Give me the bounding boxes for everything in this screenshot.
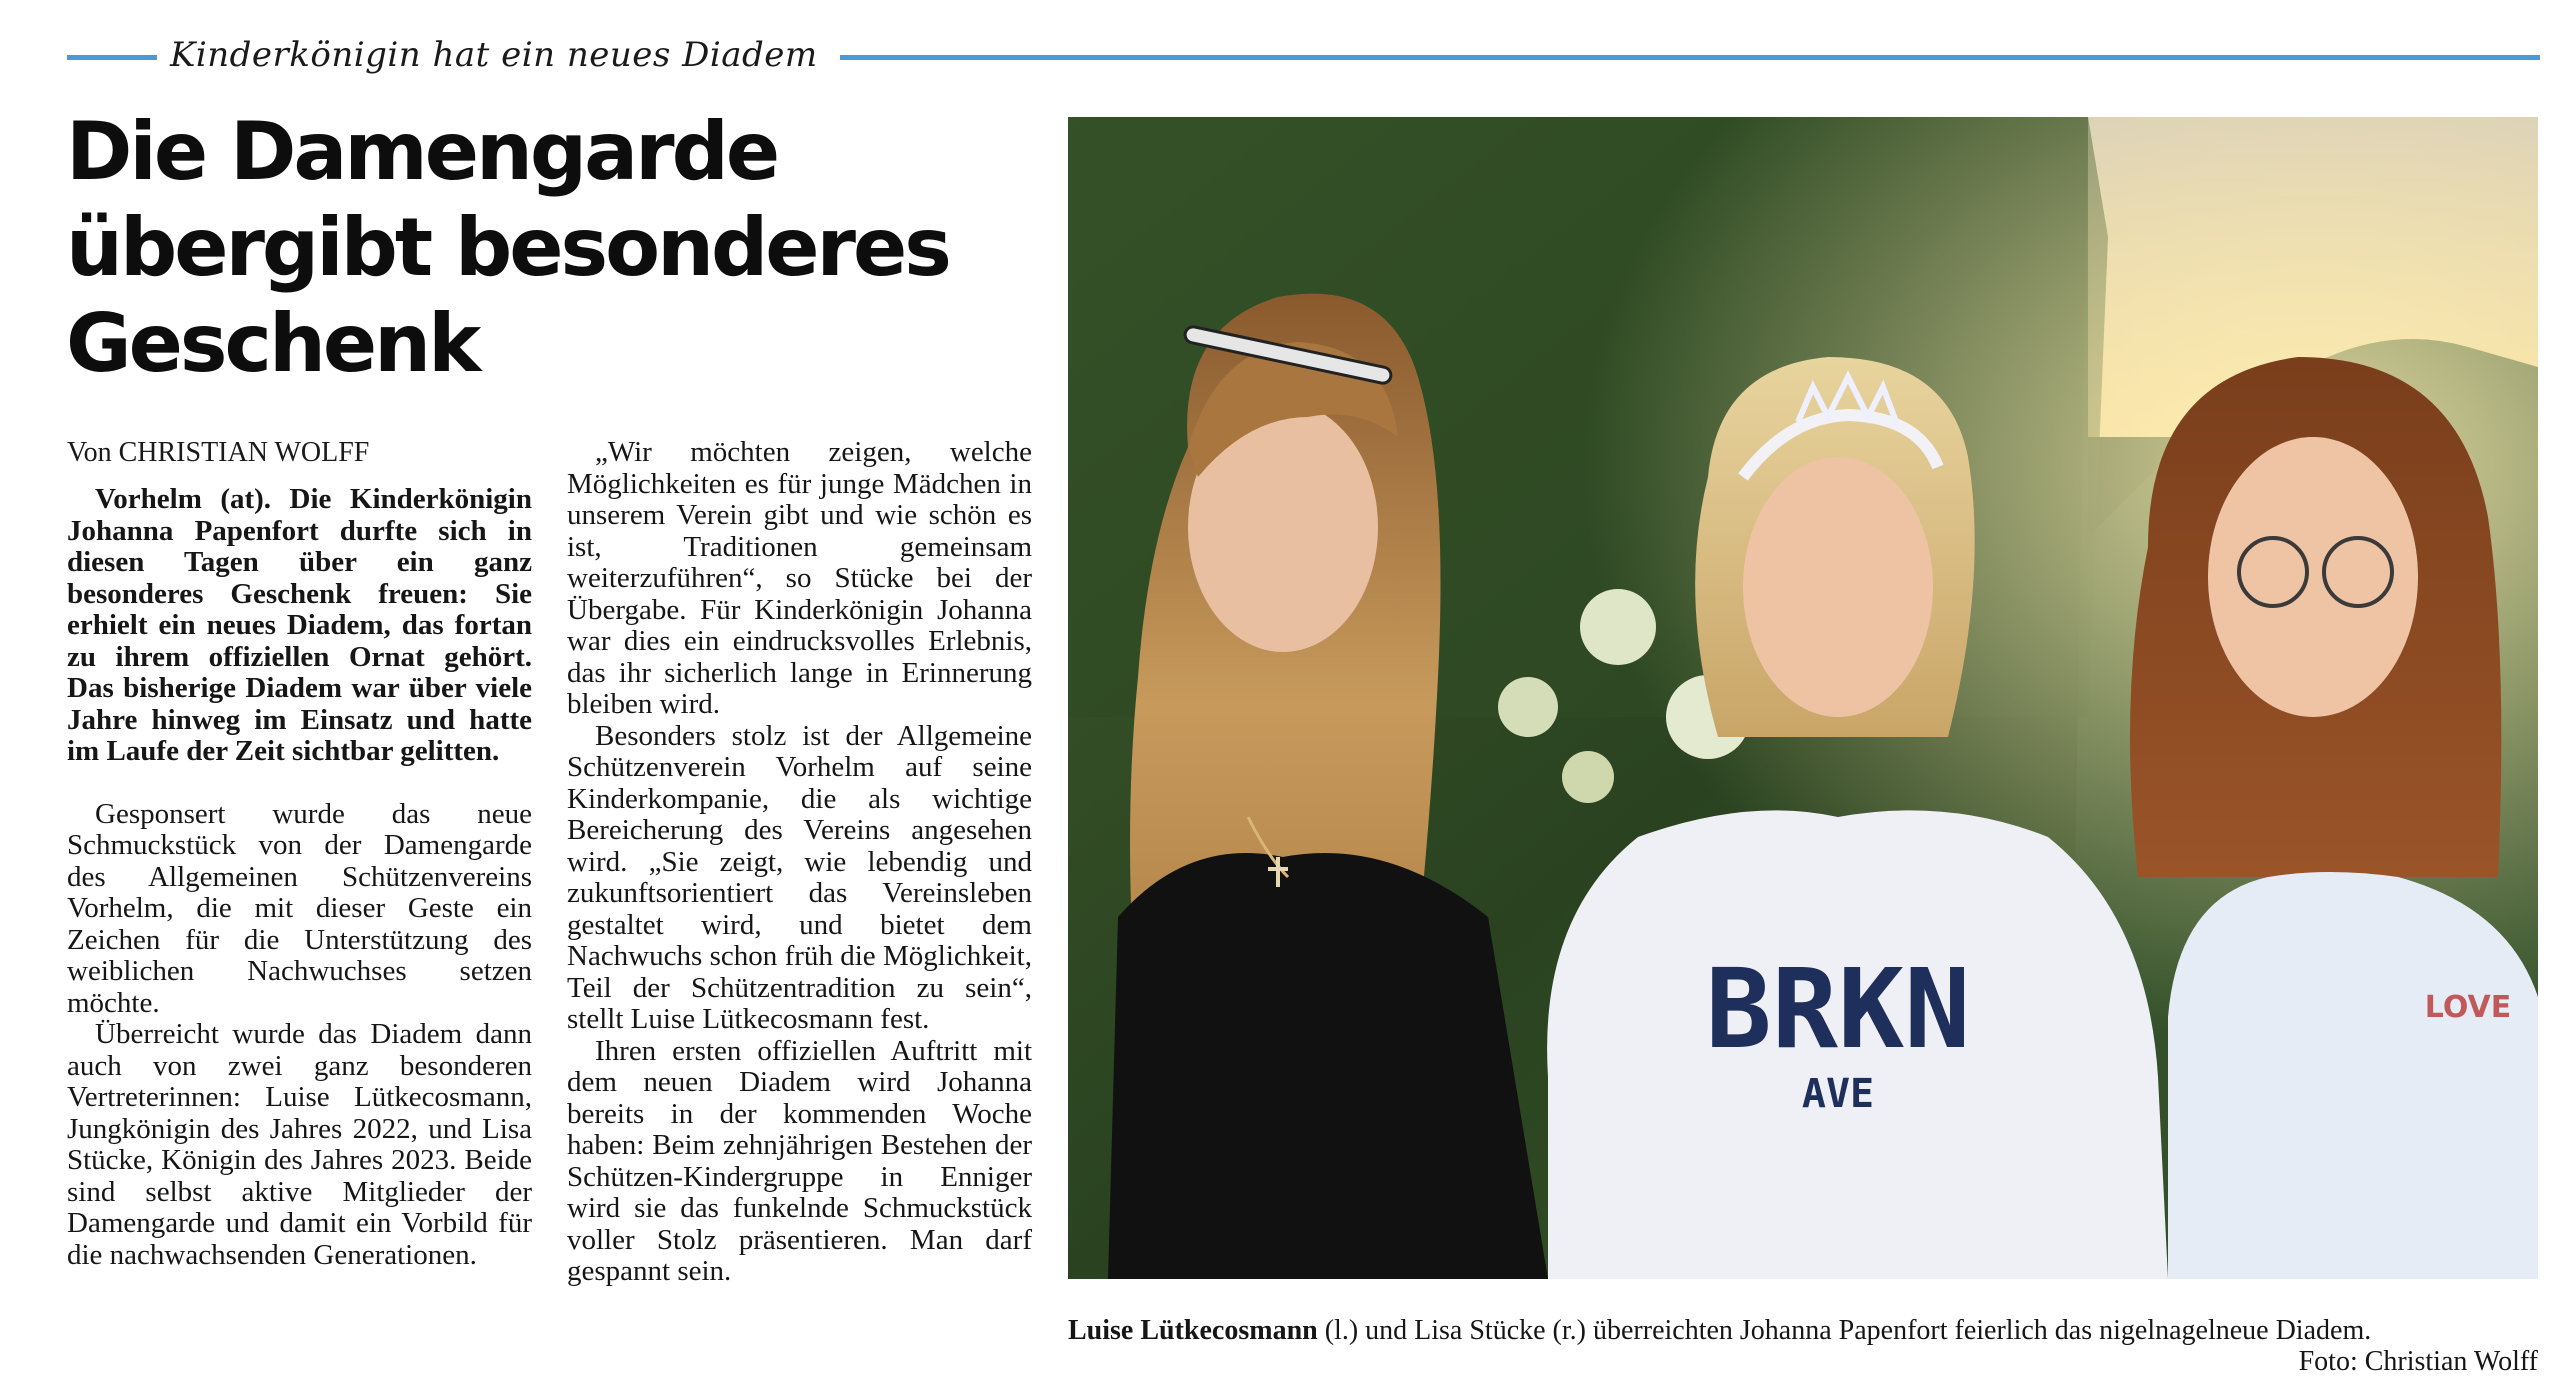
body-paragraph: Gesponsert wurde das neue Schmuckstück von der Damengarde des Allgemeinen Schützenvereins Vorhelm, die mit dieser Geste ein Zeichen für die Unterstützung des weiblichen Nachwuchses setzen möchte. xyxy=(67,797,532,1019)
body-paragraph: Ihren ersten offiziellen Auftritt mit dem neuen Diadem wird Johanna bereits in der kommenden Woche haben: Beim zehnjährigen Bestehen der Schützen-Kindergruppe in Enniger wird sie das funkelnde Schmuckstück voller Stolz präsentieren. Man darf gespannt sein. xyxy=(567,1034,1032,1287)
lead-paragraph: Vorhelm (at). Die Kinderkönigin Johanna Papenfort durfte sich in diesen Tagen über ein ganz besonderes Geschenk freuen: Sie erhielt ein neues Diadem, das fortan zu ihrem offiziellen Ornat gehört. Das bisherige Diadem war über viele Jahre hinweg im Einsatz und hatte im Laufe der Zeit sichtbar gelitten. xyxy=(67,483,532,767)
body-paragraph: Besonders stolz ist der Allgemeine Schützenverein Vorhelm auf seine Kinderkompanie, die als wichtige Bereicherung des Vereins angesehen wird. „Sie zeigt, wie lebendig und zukunftsorientiert das Vereinsleben gestaltet wird, und bietet dem Nachwuchs schon früh die Möglichkeit, Teil der Schützentradition zu sein“, stellt Luise Lütkecosmann fest. xyxy=(567,719,1032,1035)
headline-line-3: Geschenk xyxy=(66,297,479,390)
kicker: Kinderkönigin hat ein neues Diadem xyxy=(170,35,818,75)
kicker-rule-left xyxy=(67,55,157,60)
shirt-print-sub: AVE xyxy=(1801,1071,1875,1117)
article-column-1 xyxy=(67,484,532,1271)
person-right xyxy=(2130,357,2538,1279)
photo-caption xyxy=(1068,1315,2538,1346)
article-photo xyxy=(1068,117,2538,1279)
body-paragraph: Überreicht wurde das Diadem dann auch von zwei ganz besonderen Vertreterinnen: Luise Lütkecosmann, Jungkönigin des Jahres 2022, und Lisa Stücke, Königin des Jahres 2023. Beide sind selbst aktive Mitglieder der Damengarde und damit ein Vorbild für die nachwachsenden Generationen. xyxy=(67,1018,532,1271)
hydrangea-flower xyxy=(1498,677,1558,737)
kicker-rule-right xyxy=(840,55,2540,60)
caption-names: Luise Lütkecosmann xyxy=(1068,1315,1318,1346)
photo-illustration xyxy=(1068,117,2538,1279)
headline-line-1: Die Damengarde xyxy=(66,105,778,198)
headline-line-2: übergibt besonderes xyxy=(66,201,949,294)
headline xyxy=(66,104,1026,392)
body-paragraph: „Wir möchten zeigen, welche Möglichkeiten es für junge Mädchen in unserem Verein gibt und wie schön es ist, Traditionen gemeinsam weiterzuführen“, so Stücke bei der Übergabe. Für Kinderkönigin Johanna war dies ein eindrucksvolles Erlebnis, das ihr sicherlich lange in Erinnerung bleiben wird. xyxy=(567,436,1032,720)
caption-text: (l.) und Lisa Stücke (r.) überreichten Johanna Papenfort feierlich das nigelnagelneue Diadem. xyxy=(1317,1315,2372,1346)
byline: Von CHRISTIAN WOLFF xyxy=(67,437,370,468)
hydrangea-flower xyxy=(1580,589,1656,665)
shirt-print-love: LOVE xyxy=(2424,990,2512,1025)
hydrangea-flower xyxy=(1562,751,1614,803)
photo-credit: Foto: Christian Wolff xyxy=(2298,1346,2538,1377)
shirt-print-main: BRKN xyxy=(1705,945,1971,1073)
article-column-2 xyxy=(567,437,1032,1288)
